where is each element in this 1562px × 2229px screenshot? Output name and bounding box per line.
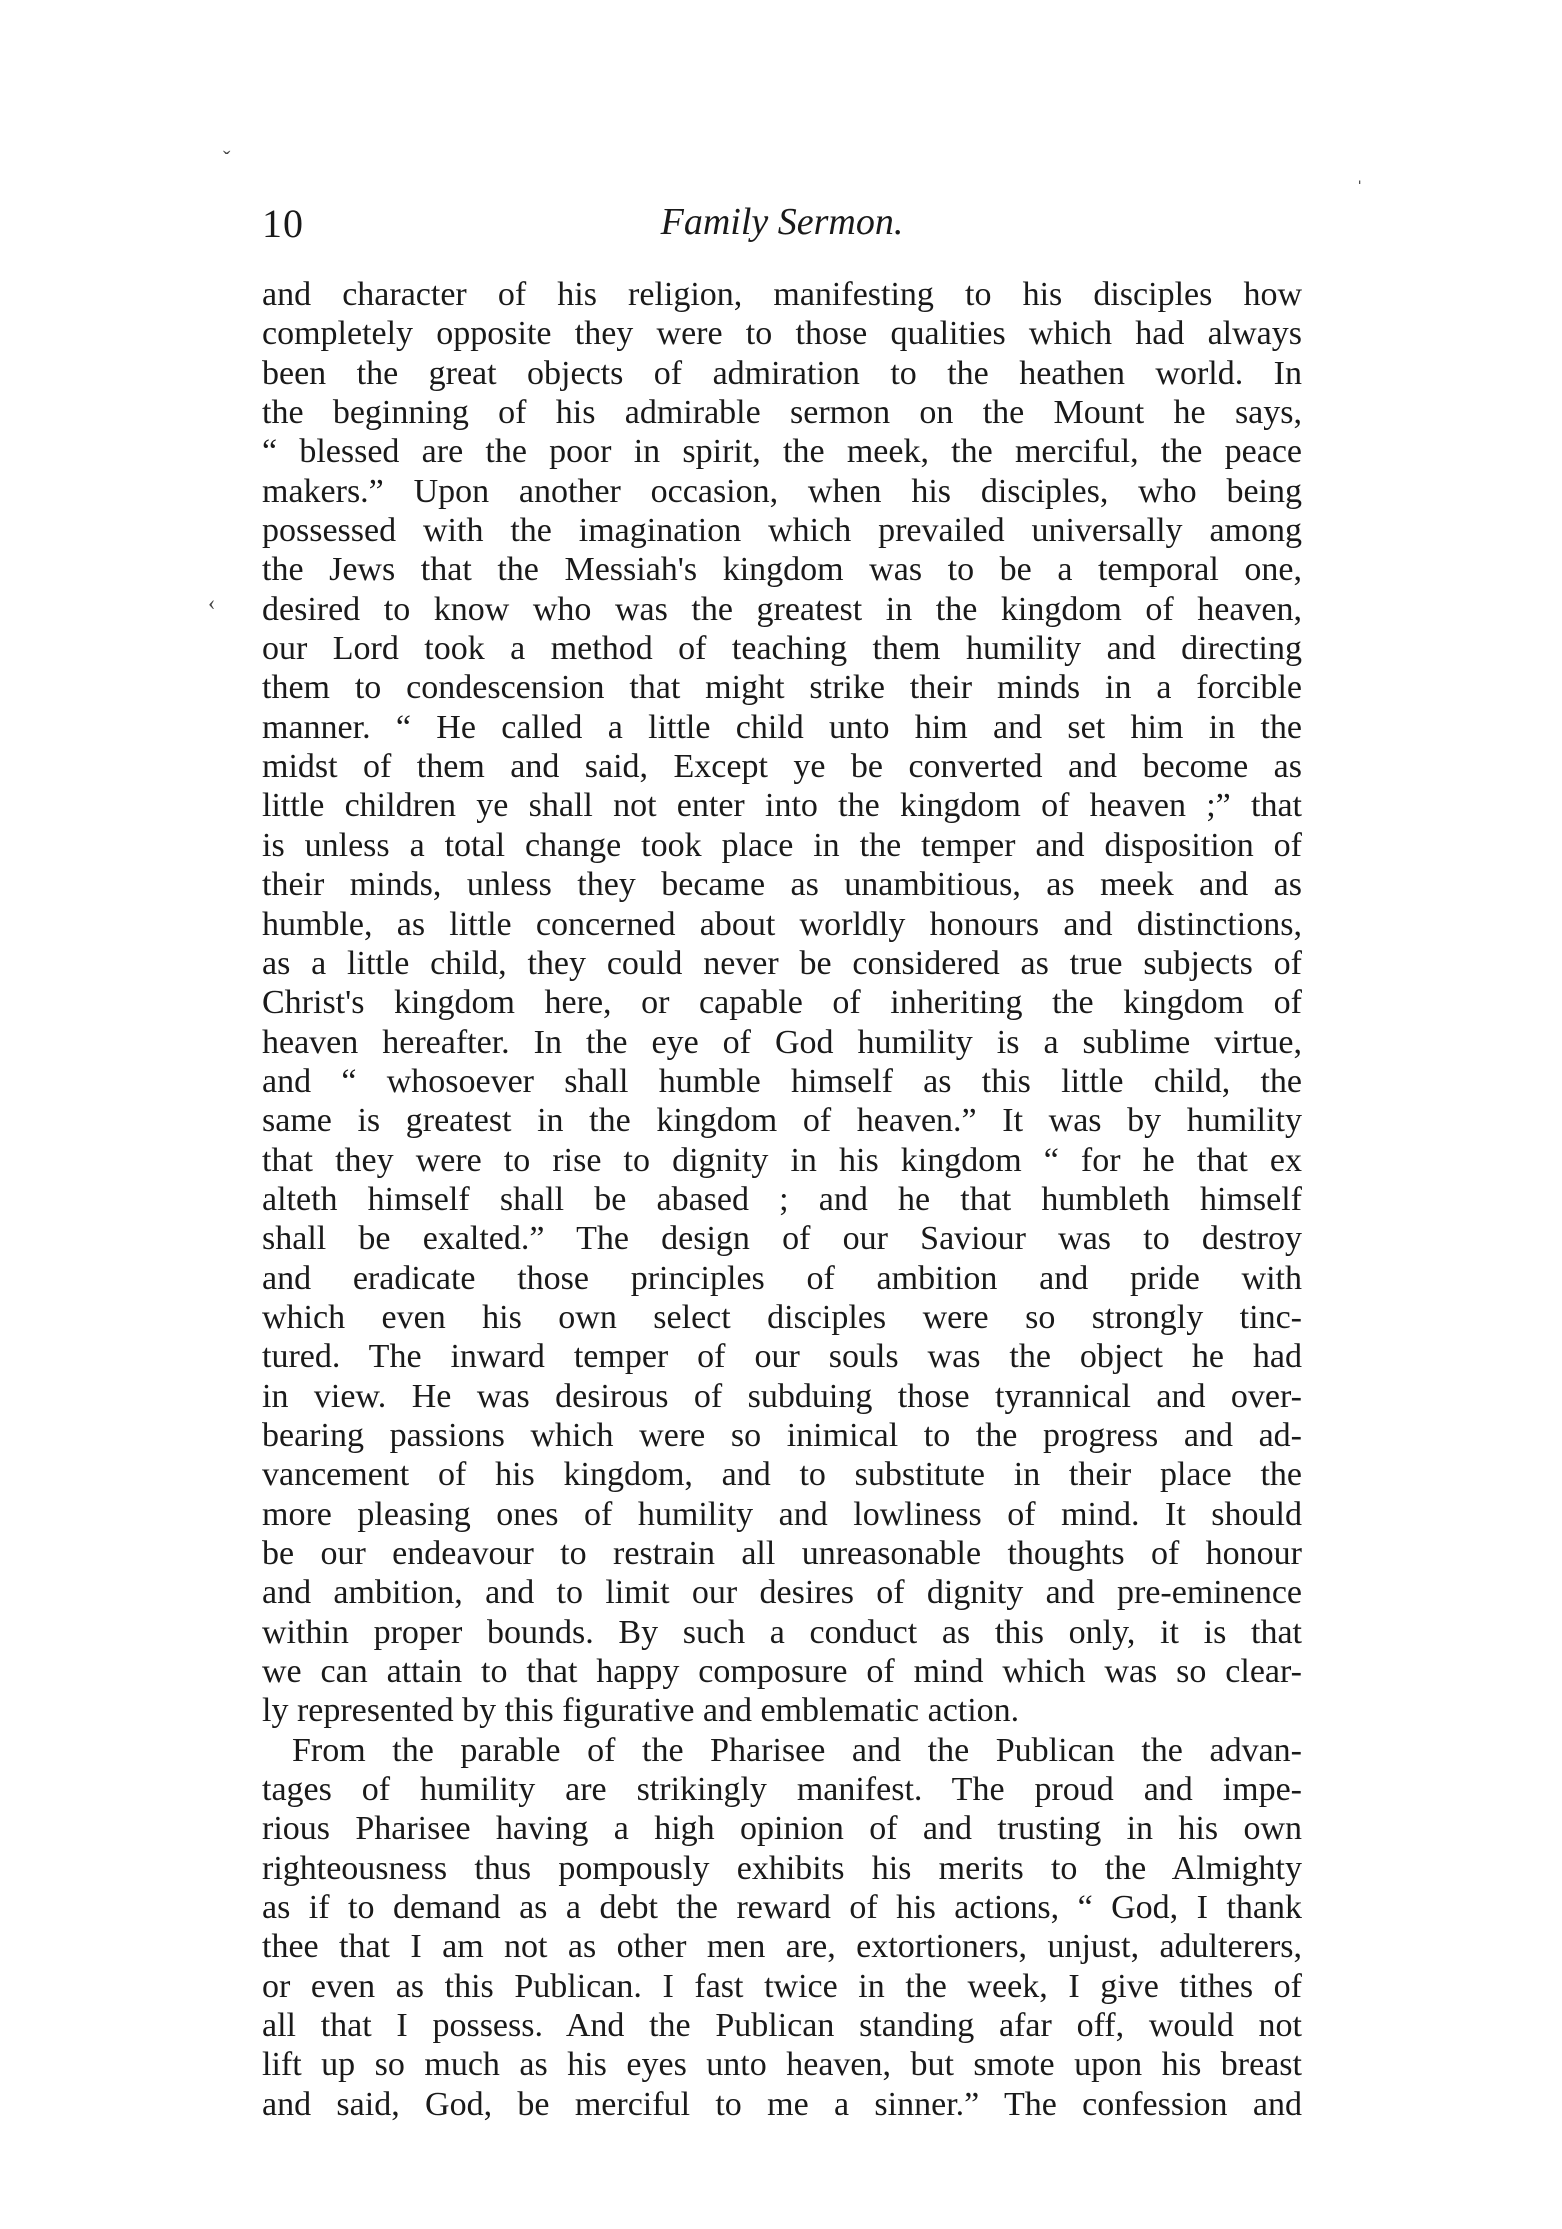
sermon-body <box>262 275 1302 2124</box>
text-line: bearing passions which were so inimical to the progress and ad- <box>262 1416 1302 1454</box>
text-line: thee that I am not as other men are, extortioners, unjust, adulterers, <box>262 1928 1302 1966</box>
text-line: and eradicate those principles of ambition and pride with <box>262 1259 1302 1297</box>
text-line: is unless a total change took place in the temper and disposition of <box>262 826 1302 864</box>
text-line: desired to know who was the greatest in the kingdom of heaven, <box>262 590 1302 628</box>
scan-speck: ‹ <box>208 590 216 615</box>
text-line: righteousness thus pompously exhibits his merits to the Almighty <box>262 1849 1302 1887</box>
text-line: “ blessed are the poor in spirit, the meek, the merciful, the peace <box>262 433 1302 471</box>
text-line: our Lord took a method of teaching them humility and directing <box>262 630 1302 668</box>
text-line: tages of humility are strikingly manifest. The proud and impe- <box>262 1771 1302 1809</box>
text-line: humble, as little concerned about worldly honours and distinctions, <box>262 905 1302 943</box>
text-line: them to condescension that might strike their minds in a forcible <box>262 669 1302 707</box>
text-line: we can attain to that happy composure of mind which was so clear- <box>262 1653 1302 1691</box>
paragraph <box>262 1731 1302 2124</box>
text-line: the Jews that the Messiah's kingdom was to be a temporal one, <box>262 551 1302 589</box>
text-line: alteth himself shall be abased ; and he that humbleth himself <box>262 1180 1302 1218</box>
text-line: the beginning of his admirable sermon on the Mount he says, <box>262 394 1302 432</box>
text-line: and said, God, be merciful to me a sinner.” The confession and <box>262 2085 1302 2123</box>
text-line: ly represented by this figurative and emblematic action. <box>262 1692 1020 1730</box>
text-line: same is greatest in the kingdom of heaven.” It was by humility <box>262 1102 1302 1140</box>
text-line: all that I possess. And the Publican standing afar off, would not <box>262 2007 1302 2045</box>
text-line: completely opposite they were to those qualities which had always <box>262 315 1302 353</box>
paragraph <box>262 275 1302 1731</box>
text-line: possessed with the imagination which prevailed universally among <box>262 512 1302 550</box>
text-line: their minds, unless they became as unambitious, as meek and as <box>262 866 1302 904</box>
text-line: vancement of his kingdom, and to substitute in their place the <box>262 1456 1302 1494</box>
text-line: more pleasing ones of humility and lowliness of mind. It should <box>262 1495 1302 1533</box>
text-line: manner. “ He called a little child unto him and set him in the <box>262 708 1302 746</box>
text-line: within proper bounds. By such a conduct as this only, it is that <box>262 1613 1302 1651</box>
text-line: as a little child, they could never be considered as true subjects of <box>262 944 1302 982</box>
text-line: be our endeavour to restrain all unreasonable thoughts of honour <box>262 1535 1302 1572</box>
text-line: been the great objects of admiration to the heathen world. In <box>262 354 1302 392</box>
text-line: midst of them and said, Except ye be converted and become as <box>262 748 1302 786</box>
text-line: makers.” Upon another occasion, when his disciples, who being <box>262 472 1302 510</box>
page-header <box>262 200 1302 250</box>
text-line: tured. The inward temper of our souls was the object he had <box>262 1338 1302 1376</box>
text-line: Christ's kingdom here, or capable of inheriting the kingdom of <box>262 984 1302 1022</box>
page-number: 10 <box>262 201 304 246</box>
text-line: that they were to rise to dignity in his kingdom “ for he that ex <box>262 1141 1302 1179</box>
text-line: as if to demand as a debt the reward of his actions, “ God, I thank <box>262 1889 1302 1927</box>
text-line: shall be exalted.” The design of our Saviour was to destroy <box>262 1220 1302 1258</box>
scan-speck: ˈ <box>1356 176 1364 201</box>
text-line: in view. He was desirous of subduing those tyrannical and over- <box>262 1377 1302 1415</box>
text-line: which even his own select disciples were so strongly tinc- <box>262 1298 1302 1336</box>
text-line: and “ whosoever shall humble himself as this little child, the <box>262 1062 1302 1100</box>
text-line: heaven hereafter. In the eye of God humility is a sublime virtue, <box>262 1023 1302 1061</box>
text-line: From the parable of the Pharisee and the Publican the advan- <box>292 1731 1302 1769</box>
text-line: or even as this Publican. I fast twice in the week, I give tithes of <box>262 1967 1302 2005</box>
text-line: and ambition, and to limit our desires of dignity and pre-eminence <box>262 1574 1302 1612</box>
scan-speck: ˇ <box>223 146 231 171</box>
running-head: Family Sermon. <box>660 201 904 243</box>
text-line: lift up so much as his eyes unto heaven, but smote upon his breast <box>262 2046 1302 2084</box>
text-line: and character of his religion, manifesting to his disciples how <box>262 276 1302 313</box>
text-line: rious Pharisee having a high opinion of and trusting in his own <box>262 1810 1302 1848</box>
text-line: little children ye shall not enter into the kingdom of heaven ;” that <box>262 787 1302 825</box>
